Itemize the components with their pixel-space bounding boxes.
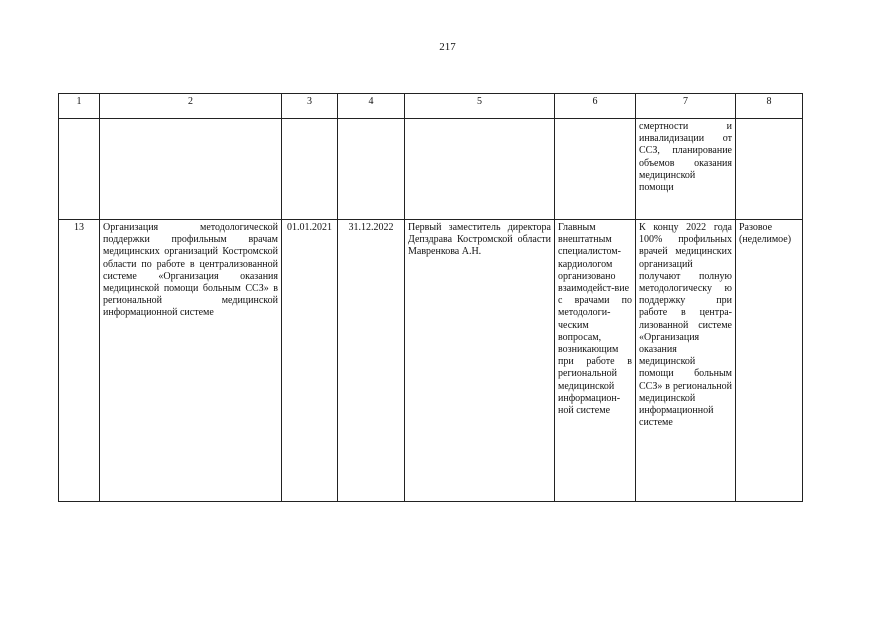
cell-empty bbox=[405, 119, 555, 220]
header-col-2: 2 bbox=[100, 94, 282, 119]
continuation-row bbox=[59, 119, 803, 220]
cell-empty bbox=[100, 119, 282, 220]
continuation-result-cell: смертности и инвалидизации от ССЗ, планирование объемов оказания медицинской помощи bbox=[636, 119, 736, 220]
header-col-7: 7 bbox=[636, 94, 736, 119]
header-col-5: 5 bbox=[405, 94, 555, 119]
header-col-4: 4 bbox=[338, 94, 405, 119]
cell-empty bbox=[338, 119, 405, 220]
description-cell: Главным внештатным специалистом-кардиологом организовано взаимодейст-вие с врачами по методологи-ческим вопросам, возникающим при работе в региональной медицинской информацион-ной системе bbox=[555, 220, 636, 502]
header-row bbox=[59, 94, 803, 119]
header-col-6: 6 bbox=[555, 94, 636, 119]
cell-empty bbox=[736, 119, 803, 220]
header-col-3: 3 bbox=[282, 94, 338, 119]
cell-empty bbox=[555, 119, 636, 220]
end-date-cell: 31.12.2022 bbox=[338, 220, 405, 502]
row-number: 13 bbox=[59, 220, 100, 502]
plan-table bbox=[58, 93, 803, 502]
header-col-8: 8 bbox=[736, 94, 803, 119]
table-row bbox=[59, 220, 803, 502]
event-cell: Организация методологической поддержки профильным врачам медицинских организаций Костромской области по работе в централизованной системе «Организация оказания медицинской помощи больным ССЗ» в региональной медицинской информационной системе bbox=[100, 220, 282, 502]
start-date-cell: 01.01.2021 bbox=[282, 220, 338, 502]
cell-empty bbox=[59, 119, 100, 220]
page-number: 217 bbox=[439, 41, 456, 53]
header-col-1: 1 bbox=[59, 94, 100, 119]
cell-empty bbox=[282, 119, 338, 220]
responsible-cell: Первый заместитель директора Депздрава Костромской области Мавренкова А.Н. bbox=[405, 220, 555, 502]
type-cell: Разовое (неделимое) bbox=[736, 220, 803, 502]
result-cell: К концу 2022 года 100% профильных врачей медицинских организаций получают полную методологическу ю поддержку при работе в центра-лизованной системе «Организация оказания медицинской помощи больным ССЗ» в региональной медицинской информационной системе bbox=[636, 220, 736, 502]
